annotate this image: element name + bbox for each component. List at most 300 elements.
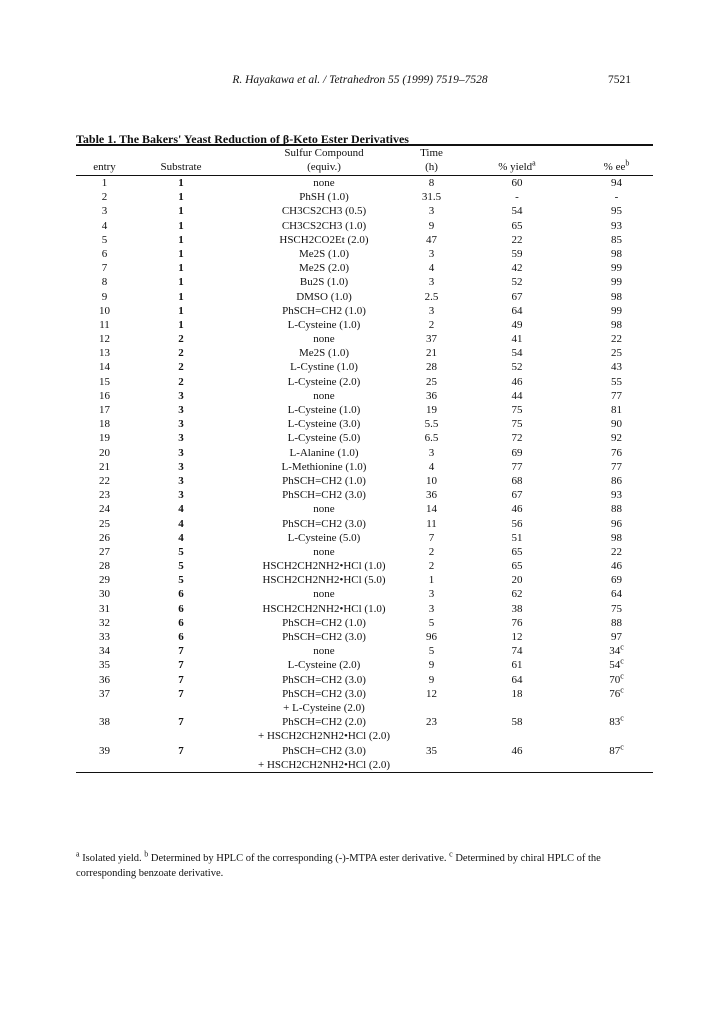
cell-ee-value: - <box>614 191 619 204</box>
cell-sulfur-compound <box>223 275 425 289</box>
cell-entry: 8 <box>101 276 108 289</box>
cell-ee <box>574 176 659 190</box>
cell-time: 5 <box>428 645 435 658</box>
cell-ee <box>574 630 659 644</box>
cell-ee <box>574 474 659 488</box>
header-yield <box>481 160 553 174</box>
cell-ee-value: 99 <box>611 304 622 317</box>
cell-sulfur-compound <box>223 190 425 204</box>
cell-substrate: 5 <box>178 574 184 587</box>
cell-sulfur-line1: CH3CS2CH3 (0.5) <box>281 205 367 218</box>
cell-sulfur-compound <box>223 261 425 275</box>
cell-sulfur-compound <box>223 474 425 488</box>
cell-ee-value: 99 <box>611 276 622 289</box>
cell-time: 10 <box>426 474 437 487</box>
cell-time: 31.5 <box>421 191 442 204</box>
cell-entry: 25 <box>99 517 110 530</box>
cell-yield: - <box>515 191 519 204</box>
cell-substrate: 2 <box>178 375 184 388</box>
cell-ee <box>574 517 659 531</box>
cell-time: 96 <box>426 631 437 643</box>
cell-ee <box>574 431 659 445</box>
cell-sulfur-compound <box>223 517 425 531</box>
cell-yield: 59 <box>511 247 523 260</box>
table-row <box>76 219 653 233</box>
cell-ee <box>574 460 659 474</box>
cell-sulfur-line1: Bu2S (1.0) <box>299 276 349 289</box>
cell-sulfur-compound <box>223 219 425 233</box>
cell-sulfur-compound <box>223 375 425 389</box>
cell-entry: 37 <box>99 687 110 700</box>
cell-time: 8 <box>428 177 435 189</box>
table-row <box>76 670 653 687</box>
cell-yield: 52 <box>511 361 523 374</box>
table-row <box>76 460 653 474</box>
table-row <box>76 587 653 601</box>
header-time-line2: (h) <box>425 161 438 173</box>
cell-entry: 36 <box>99 673 110 686</box>
cell-sulfur-line1: none <box>313 545 335 558</box>
cell-yield: 65 <box>511 545 523 558</box>
table-header <box>76 146 653 175</box>
cell-yield: 38 <box>511 602 523 615</box>
cell-sulfur-compound <box>223 587 425 601</box>
cell-ee-value: 43 <box>611 361 622 374</box>
cell-entry: 28 <box>99 560 110 573</box>
cell-time: 9 <box>428 219 435 232</box>
cell-substrate: 1 <box>178 205 184 218</box>
cell-sulfur-line2: + HSCH2CH2NH2•HCl (2.0) <box>258 730 390 743</box>
cell-substrate: 3 <box>178 404 184 416</box>
cell-sulfur-line1: PhSCH=CH2 (3.0) <box>282 489 366 502</box>
cell-yield: 20 <box>511 574 523 587</box>
cell-ee <box>574 290 659 304</box>
cell-ee <box>574 318 659 332</box>
cell-time: 25 <box>426 375 437 388</box>
cell-sulfur-compound <box>223 204 425 218</box>
table-row <box>76 275 653 289</box>
cell-substrate: 1 <box>178 177 184 189</box>
cell-entry: 15 <box>99 375 110 388</box>
cell-ee <box>574 687 659 701</box>
cell-time: 2 <box>428 560 435 573</box>
cell-sulfur-compound <box>223 403 425 417</box>
cell-ee <box>574 204 659 218</box>
cell-time: 4 <box>428 262 435 275</box>
cell-substrate: 1 <box>178 290 184 303</box>
cell-yield: 49 <box>511 318 523 331</box>
cell-yield: 67 <box>511 489 523 502</box>
cell-ee <box>574 261 659 275</box>
cell-substrate: 7 <box>178 687 184 700</box>
cell-sulfur-compound <box>223 247 425 261</box>
cell-ee-value: 88 <box>611 616 622 629</box>
cell-substrate: 7 <box>178 659 184 672</box>
cell-ee <box>574 658 659 672</box>
cell-ee <box>574 573 659 587</box>
cell-time: 11 <box>426 517 437 530</box>
cell-sulfur-line1: CH3CS2CH3 (1.0) <box>281 219 367 232</box>
cell-ee-value: 85 <box>611 233 622 246</box>
cell-time: 47 <box>426 233 437 246</box>
cell-ee-value: 94 <box>611 177 622 189</box>
cell-time: 4 <box>428 460 435 473</box>
cell-ee <box>574 602 659 616</box>
cell-ee-value: 90 <box>611 418 622 431</box>
cell-yield: 69 <box>511 446 523 459</box>
cell-entry: 35 <box>99 659 110 672</box>
cell-yield: 65 <box>511 219 523 232</box>
cell-sulfur-line1: L-Methionine (1.0) <box>281 460 367 473</box>
cell-ee-value: 70 <box>609 673 621 686</box>
cell-sulfur-compound <box>223 602 425 616</box>
cell-substrate: 5 <box>178 545 184 558</box>
cell-substrate: 4 <box>178 517 184 530</box>
cell-sulfur-compound <box>223 673 425 687</box>
cell-sulfur-compound <box>223 715 425 743</box>
cell-time: 7 <box>428 531 435 544</box>
cell-sulfur-line1: DMSO (1.0) <box>296 290 352 303</box>
cell-sulfur-compound <box>223 658 425 672</box>
cell-ee <box>574 488 659 502</box>
running-header <box>0 74 720 90</box>
table-row <box>76 360 653 374</box>
cell-sulfur-line1: HSCH2CH2NH2•HCl (1.0) <box>262 602 386 615</box>
cell-sulfur-line1: PhSCH=CH2 (3.0) <box>282 687 366 700</box>
cell-ee <box>574 616 659 630</box>
cell-sulfur-line1: HSCH2CH2NH2•HCl (5.0) <box>262 574 386 587</box>
cell-sulfur-line2: + HSCH2CH2NH2•HCl (2.0) <box>258 758 390 771</box>
cell-ee-value: 76 <box>609 687 621 700</box>
cell-substrate: 7 <box>178 716 184 729</box>
cell-yield: 62 <box>511 588 523 601</box>
cell-ee-value: 81 <box>611 404 622 416</box>
cell-entry: 24 <box>99 503 110 516</box>
cell-time: 6.5 <box>424 432 439 445</box>
cell-ee <box>574 644 659 658</box>
cell-ee-value: 98 <box>611 290 622 303</box>
cell-yield: 76 <box>511 616 523 629</box>
cell-yield: 44 <box>511 389 523 402</box>
cell-time: 9 <box>428 659 435 672</box>
cell-time: 3 <box>428 247 435 260</box>
cell-entry: 22 <box>99 474 110 487</box>
cell-sulfur-line1: L-Cysteine (1.0) <box>287 318 361 331</box>
cell-entry: 19 <box>99 432 110 445</box>
table-row <box>76 488 653 502</box>
footnote-b-text: Determined by HPLC of the corresponding (-)-MTPA ester derivative. <box>150 853 447 864</box>
cell-ee-value: 55 <box>611 375 622 388</box>
cell-yield: 42 <box>511 262 523 275</box>
table-row <box>76 290 653 304</box>
cell-entry: 34 <box>99 645 110 658</box>
cell-sulfur-compound <box>223 573 425 587</box>
table-row <box>76 687 653 715</box>
cell-ee-value: 75 <box>611 602 622 615</box>
cell-entry: 1 <box>101 177 108 189</box>
cell-yield: 64 <box>511 673 523 686</box>
cell-sulfur-compound <box>223 446 425 460</box>
table-row <box>76 190 653 204</box>
cell-entry: 9 <box>101 290 108 303</box>
cell-sulfur-line1: L-Cysteine (5.0) <box>287 432 361 445</box>
cell-sulfur-line1: Me2S (1.0) <box>298 247 350 260</box>
cell-yield: 58 <box>511 716 523 729</box>
table-row <box>76 715 653 743</box>
cell-sulfur-line1: PhSCH=CH2 (3.0) <box>282 744 366 757</box>
cell-yield: 12 <box>511 631 523 643</box>
cell-ee-value: 93 <box>611 219 622 232</box>
data-table <box>76 144 653 773</box>
table-row <box>76 446 653 460</box>
cell-ee-mark: c <box>620 642 624 652</box>
cell-yield: 22 <box>511 233 523 246</box>
footnote-a-mark: a <box>76 849 80 859</box>
table-row <box>76 247 653 261</box>
cell-sulfur-line1: Me2S (1.0) <box>298 347 350 360</box>
cell-yield: 41 <box>511 333 523 346</box>
cell-yield: 52 <box>511 276 523 289</box>
cell-sulfur-compound <box>223 290 425 304</box>
cell-sulfur-compound <box>223 332 425 346</box>
table-row <box>76 346 653 360</box>
cell-ee-value: 93 <box>611 489 622 502</box>
cell-sulfur-compound <box>223 360 425 374</box>
cell-yield: 72 <box>511 432 523 445</box>
footnote-b-mark: b <box>144 849 149 859</box>
cell-sulfur-line1: none <box>313 645 335 658</box>
cell-ee <box>574 190 659 204</box>
header-sulfur-line1: Sulfur Compound <box>284 147 364 159</box>
cell-substrate: 3 <box>178 460 184 473</box>
table-caption: Table 1. The Bakers' Yeast Reduction of β-Keto Ester Derivatives <box>76 132 409 146</box>
footnote-mark-b: b <box>625 158 630 168</box>
footnote-c-text: Determined by chiral HPLC of the corresponding benzoate derivative. <box>76 853 601 879</box>
cell-ee <box>574 670 659 687</box>
cell-sulfur-line1: HSCH2CO2Et (2.0) <box>279 233 369 246</box>
cell-time: 3 <box>428 205 435 218</box>
table-row <box>76 545 653 559</box>
cell-ee-mark: c <box>620 713 624 723</box>
cell-time: 9 <box>428 673 435 686</box>
table-row <box>76 389 653 403</box>
header-entry: entry <box>93 161 116 173</box>
table-row <box>76 204 653 218</box>
cell-entry: 23 <box>99 489 110 502</box>
table-row <box>76 176 653 190</box>
cell-sulfur-line1: none <box>313 588 335 601</box>
table-row <box>76 630 653 644</box>
cell-substrate: 3 <box>178 446 184 459</box>
cell-entry: 2 <box>101 191 108 204</box>
cell-substrate: 4 <box>178 503 184 516</box>
cell-sulfur-line1: L-Cystine (1.0) <box>290 361 358 374</box>
cell-sulfur-compound <box>223 460 425 474</box>
cell-ee-value: 92 <box>611 432 622 445</box>
cell-sulfur-line1: PhSCH=CH2 (2.0) <box>282 716 366 729</box>
table-row <box>76 403 653 417</box>
cell-yield: 46 <box>511 503 523 516</box>
cell-time: 2 <box>428 545 435 558</box>
cell-ee-value: 96 <box>611 517 622 530</box>
cell-entry: 38 <box>99 716 110 729</box>
cell-entry: 31 <box>99 602 110 615</box>
cell-ee-value: 77 <box>611 389 622 402</box>
cell-entry: 6 <box>101 247 108 260</box>
header-ee-label: % ee <box>603 161 626 173</box>
cell-yield: 51 <box>511 531 523 544</box>
cell-time: 3 <box>428 276 435 289</box>
cell-yield: 61 <box>511 659 523 672</box>
cell-ee-value: 69 <box>611 574 622 587</box>
cell-ee-mark: c <box>620 670 624 680</box>
cell-ee <box>574 715 659 729</box>
cell-sulfur-compound <box>223 531 425 545</box>
cell-yield: 60 <box>511 177 523 189</box>
cell-sulfur-line1: L-Cysteine (3.0) <box>287 418 361 431</box>
cell-sulfur-line1: L-Cysteine (2.0) <box>287 375 361 388</box>
cell-entry: 30 <box>99 588 110 601</box>
cell-entry: 17 <box>99 404 110 416</box>
cell-sulfur-line1: L-Alanine (1.0) <box>289 446 359 459</box>
cell-ee <box>574 389 659 403</box>
cell-sulfur-compound <box>223 559 425 573</box>
cell-substrate: 5 <box>178 560 184 573</box>
cell-ee-value: 99 <box>611 262 622 275</box>
cell-ee <box>574 531 659 545</box>
cell-substrate: 1 <box>178 318 184 331</box>
table-row <box>76 559 653 573</box>
table-row <box>76 431 653 445</box>
table-row <box>76 304 653 318</box>
cell-substrate: 1 <box>178 304 184 317</box>
footnote-a-text: Isolated yield. <box>82 853 142 864</box>
cell-sulfur-line1: L-Cysteine (2.0) <box>287 659 361 672</box>
cell-time: 2 <box>428 318 435 331</box>
cell-entry: 21 <box>99 460 110 473</box>
table-body <box>76 176 653 772</box>
cell-time: 21 <box>426 347 437 360</box>
cell-ee-value: 25 <box>611 347 622 360</box>
table-row <box>76 602 653 616</box>
cell-time: 36 <box>426 489 437 502</box>
table-row <box>76 318 653 332</box>
cell-substrate: 2 <box>178 333 184 346</box>
cell-sulfur-line2: + L-Cysteine (2.0) <box>283 701 365 714</box>
cell-entry: 27 <box>99 545 110 558</box>
cell-ee <box>574 360 659 374</box>
cell-sulfur-line1: PhSCH=CH2 (3.0) <box>282 517 366 530</box>
cell-entry: 16 <box>99 389 110 402</box>
cell-ee <box>574 559 659 573</box>
table-row <box>76 531 653 545</box>
cell-substrate: 1 <box>178 276 184 289</box>
cell-yield: 68 <box>511 474 523 487</box>
cell-ee-value: 98 <box>611 531 622 544</box>
cell-yield: 54 <box>511 347 523 360</box>
cell-entry: 39 <box>99 744 110 757</box>
cell-ee-value: 83 <box>609 716 621 729</box>
cell-substrate: 1 <box>178 191 184 204</box>
cell-sulfur-compound <box>223 644 425 658</box>
cell-ee <box>574 403 659 417</box>
cell-sulfur-compound <box>223 233 425 247</box>
cell-time: 3 <box>428 602 435 615</box>
cell-sulfur-line1: PhSCH=CH2 (1.0) <box>282 474 366 487</box>
cell-substrate: 7 <box>178 673 184 686</box>
table-row <box>76 658 653 672</box>
cell-ee-mark: c <box>620 656 624 666</box>
cell-substrate: 6 <box>178 631 184 643</box>
table-row <box>76 644 653 658</box>
table-row <box>76 261 653 275</box>
cell-sulfur-line1: L-Cysteine (5.0) <box>287 531 361 544</box>
cell-substrate: 3 <box>178 432 184 445</box>
header-time <box>404 146 459 174</box>
cell-ee-mark: c <box>620 685 624 695</box>
cell-entry: 26 <box>99 531 110 544</box>
cell-time: 35 <box>426 744 437 757</box>
cell-yield: 56 <box>511 517 523 530</box>
cell-sulfur-compound <box>223 630 425 644</box>
header-time-line1: Time <box>420 147 443 159</box>
cell-yield: 64 <box>511 304 523 317</box>
cell-time: 5 <box>428 616 435 629</box>
cell-ee-value: 76 <box>611 446 622 459</box>
cell-yield: 74 <box>511 645 523 658</box>
cell-sulfur-line1: PhSCH=CH2 (3.0) <box>282 631 366 643</box>
cell-time: 28 <box>426 361 437 374</box>
header-sulfur-compound <box>223 146 425 174</box>
cell-entry: 14 <box>99 361 110 374</box>
cell-ee <box>574 417 659 431</box>
cell-entry: 11 <box>99 318 110 331</box>
header-ee <box>574 160 659 174</box>
cell-entry: 29 <box>99 574 110 587</box>
cell-entry: 3 <box>101 205 108 218</box>
cell-yield: 75 <box>511 418 523 431</box>
cell-yield: 46 <box>511 744 523 757</box>
page-number: 7521 <box>608 74 631 86</box>
cell-substrate: 6 <box>178 616 184 629</box>
cell-ee-value: 86 <box>611 474 622 487</box>
cell-ee <box>574 332 659 346</box>
cell-ee-value: 34 <box>609 645 621 658</box>
cell-sulfur-line1: L-Cysteine (1.0) <box>287 404 361 416</box>
cell-entry: 13 <box>99 347 110 360</box>
table-row <box>76 375 653 389</box>
cell-time: 12 <box>426 687 437 700</box>
table-row <box>76 741 653 772</box>
cell-sulfur-compound <box>223 431 425 445</box>
cell-time: 3 <box>428 304 435 317</box>
cell-ee <box>574 375 659 389</box>
table-row <box>76 502 653 516</box>
cell-sulfur-compound <box>223 176 425 190</box>
cell-sulfur-compound <box>223 502 425 516</box>
cell-yield: 46 <box>511 375 523 388</box>
cell-substrate: 7 <box>178 645 184 658</box>
header-yield-label: % yield <box>498 161 533 173</box>
table-row <box>76 417 653 431</box>
cell-sulfur-compound <box>223 389 425 403</box>
cell-ee-value: 98 <box>611 318 622 331</box>
cell-ee <box>574 545 659 559</box>
cell-ee-value: 64 <box>611 588 622 601</box>
cell-time: 19 <box>426 404 437 416</box>
cell-sulfur-compound <box>223 488 425 502</box>
footnotes <box>76 851 656 881</box>
